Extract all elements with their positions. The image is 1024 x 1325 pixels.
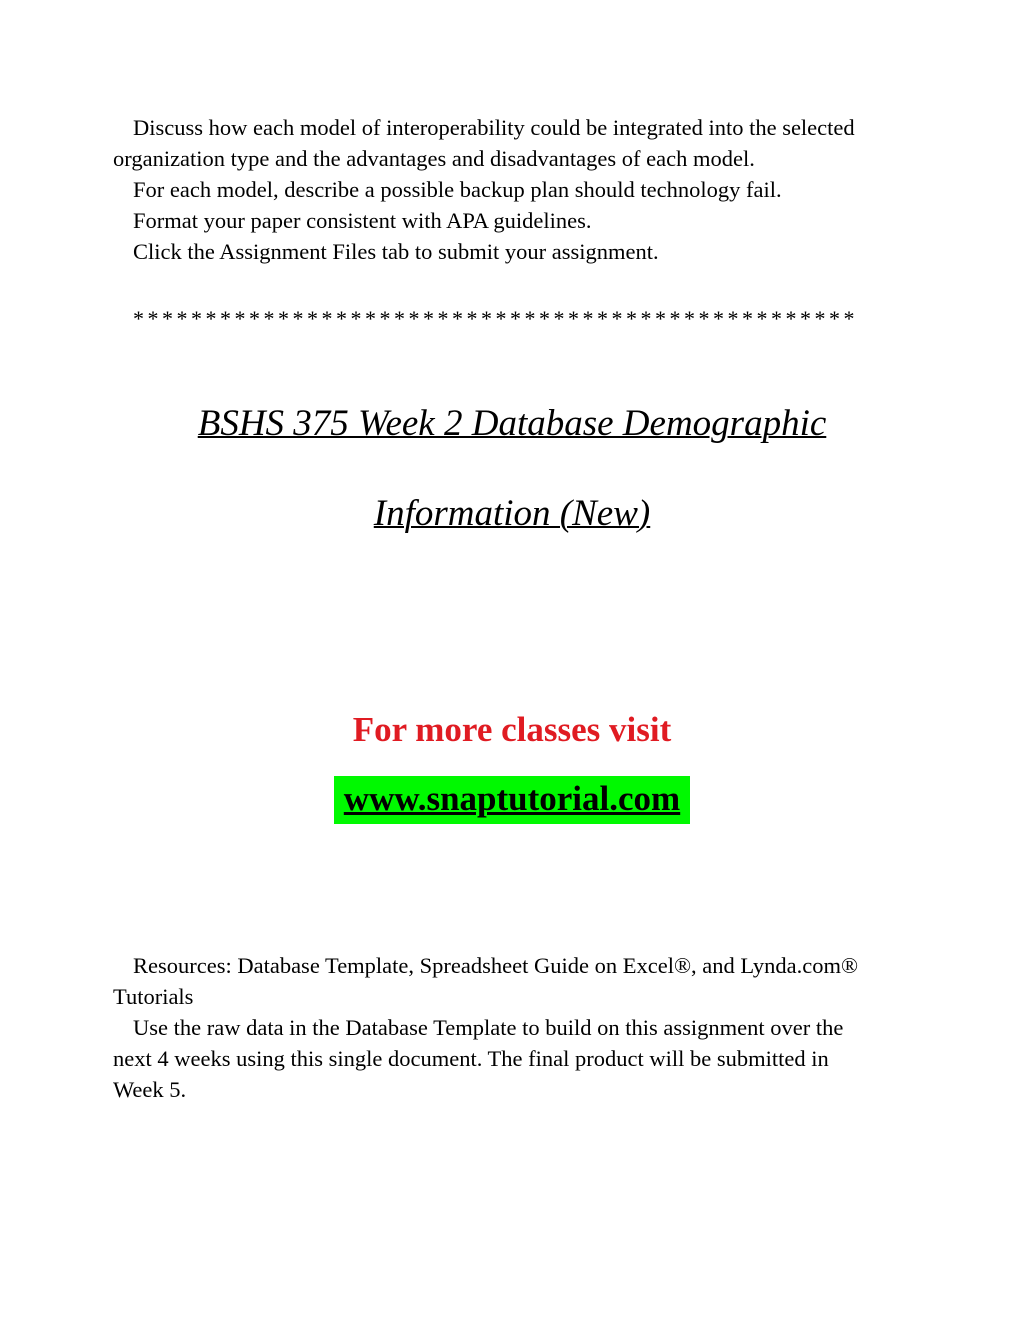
asterisk-separator: ************************************************** — [133, 306, 858, 331]
intro-paragraph-1: Discuss how each model of interoperability could be integrated into the selected organization type and the advantages and disadvantages of each model. — [113, 115, 855, 171]
snaptutorial-link[interactable]: www.snaptutorial.com — [334, 776, 690, 824]
intro-section — [113, 112, 883, 267]
promo-link-row — [0, 776, 1024, 827]
promo-section — [0, 709, 1024, 827]
resources-paragraph-2: Use the raw data in the Database Template to build on this assignment over the next 4 weeks using this single document. The final product will be submitted in Week 5. — [113, 1015, 844, 1102]
intro-paragraph-4: Click the Assignment Files tab to submit your assignment. — [133, 239, 659, 264]
title-line-1: BSHS 375 Week 2 Database Demographic — [197, 403, 827, 444]
resources-section — [113, 950, 883, 1105]
title-row-2 — [0, 490, 1024, 538]
intro-paragraph-2: For each model, describe a possible backup plan should technology fail. — [133, 177, 782, 202]
promo-heading: For more classes visit — [352, 710, 672, 749]
intro-paragraph-3: Format your paper consistent with APA guidelines. — [133, 208, 592, 233]
title-row-1 — [0, 400, 1024, 448]
title-line-2: Information (New) — [373, 493, 651, 534]
document-title — [0, 400, 1024, 538]
resources-paragraph-1: Resources: Database Template, Spreadsheet Guide on Excel®, and Lynda.com® Tutorials — [113, 953, 859, 1009]
